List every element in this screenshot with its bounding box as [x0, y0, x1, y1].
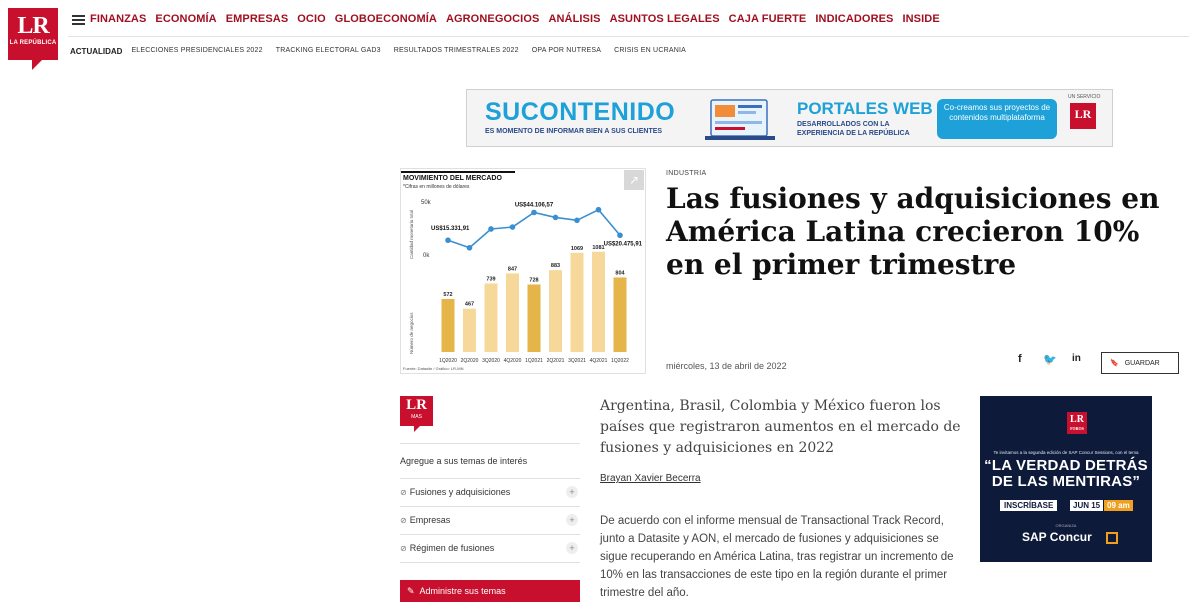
- add-topic-icon[interactable]: +: [566, 542, 578, 554]
- category-tick-label: 1Q2020: [439, 358, 457, 364]
- subnav-item[interactable]: CRISIS EN UCRANIA: [614, 47, 686, 54]
- logo-text: LR: [17, 13, 49, 39]
- article-date: miércoles, 13 de abril de 2022: [666, 361, 787, 371]
- category-tick-label: 1Q2022: [611, 358, 629, 364]
- facebook-icon[interactable]: f: [1018, 353, 1022, 365]
- category-tick-label: 2Q2021: [546, 358, 565, 364]
- nav-item[interactable]: ANÁLISIS: [548, 13, 601, 25]
- topic-item[interactable]: [400, 479, 580, 505]
- category-tick-label: 2Q2020: [460, 358, 479, 364]
- chart-bar: [485, 283, 498, 352]
- ad-date: JUN 15: [1070, 500, 1103, 511]
- article-author[interactable]: Brayan Xavier Becerra: [600, 473, 701, 484]
- banner-brand: SUCONTENIDO: [485, 98, 676, 126]
- line-value-label: US$15.331,91: [431, 226, 470, 233]
- line-axis-label: Cantidad monetaria total: [409, 209, 414, 259]
- chart-point: [510, 224, 516, 230]
- add-topic-icon[interactable]: +: [566, 514, 578, 526]
- line-tick-label: 0k: [423, 253, 430, 259]
- chart-line: [448, 210, 620, 248]
- category-tick-label: 3Q2020: [482, 358, 500, 364]
- expand-icon[interactable]: ↗: [624, 170, 644, 190]
- bar-value-label: 1081: [592, 244, 605, 251]
- ad-organiza: ORGANIZA: [1055, 523, 1077, 528]
- chart-bar: [592, 252, 605, 352]
- banner-portales: PORTALES WEB: [797, 99, 933, 118]
- chart-point: [467, 245, 473, 251]
- bar-value-label: 1069: [570, 245, 584, 252]
- subnav-item[interactable]: RESULTADOS TRIMESTRALES 2022: [393, 47, 519, 54]
- ad-headline: “LA VERDAD DETRÁS DE LAS MENTIRAS”: [984, 457, 1148, 490]
- article-body: De acuerdo con el informe mensual de Transactional Track Record, junto a Datasite y AON, el mercado de fusiones y adquisiciones se sigue recuperando en América Latina, tras registrar un incremento de 10% en las transacciones de este tipo en la región durante el primer trimestre del año.: [600, 515, 954, 599]
- ad-logo-sub: FOROS: [1070, 426, 1084, 431]
- banner-illustration: [701, 94, 781, 144]
- event-ad[interactable]: [980, 396, 1152, 562]
- article-image[interactable]: [400, 168, 646, 374]
- secondary-nav: [70, 47, 699, 56]
- chart-bar: [506, 273, 519, 352]
- mas-logo-text: LR: [406, 397, 427, 413]
- category-tick-label: 4Q2021: [589, 358, 608, 364]
- chart-point: [553, 215, 559, 221]
- banner-mini-logo: LR: [1070, 103, 1096, 129]
- nav-item[interactable]: EMPRESAS: [225, 13, 289, 25]
- ad-logo: [1067, 412, 1087, 434]
- nav-item[interactable]: OCIO: [297, 13, 326, 25]
- twitter-icon[interactable]: 🐦: [1043, 354, 1057, 366]
- linkedin-icon[interactable]: in: [1072, 353, 1081, 364]
- save-label: GUARDAR: [1124, 359, 1160, 367]
- ad-register-button[interactable]: INSCRÍBASE: [1000, 500, 1057, 511]
- chart-bar: [549, 270, 562, 352]
- pencil-icon: ✎: [407, 585, 415, 596]
- nav-item[interactable]: INDICADORES: [815, 13, 894, 25]
- category-tick-label: 1Q2021: [525, 358, 543, 364]
- nav-item[interactable]: GLOBOECONOMÍA: [334, 13, 437, 25]
- banner-service-label: UN SERVICIO: [1068, 94, 1101, 100]
- bar-value-label: 847: [507, 266, 518, 273]
- chart-bar: [571, 253, 584, 352]
- topic-item[interactable]: [400, 507, 580, 533]
- chart-bar: [463, 309, 476, 352]
- subnav-item[interactable]: ELECCIONES PRESIDENCIALES 2022: [131, 47, 263, 54]
- chart-subtitle: *Cifras en millones de dólares: [403, 184, 470, 190]
- line-value-label: US$20.475,91: [603, 241, 642, 248]
- sponsor-icon: [1106, 532, 1118, 544]
- banner-brand-sub: ES MOMENTO DE INFORMAR BIEN A SUS CLIENTES: [485, 128, 663, 135]
- subnav-lead: ACTUALIDAD: [70, 47, 123, 56]
- line-value-label: US$44.106,57: [514, 202, 554, 209]
- tag-icon: ⊘: [400, 515, 407, 525]
- chart-point: [488, 226, 494, 232]
- chart-bar: [614, 277, 627, 352]
- topic-label: Fusiones y adquisiciones: [409, 487, 511, 497]
- banner-portales-sub: DESARROLLADOS CON LA EXPERIENCIA DE LA REPÚBLICA: [797, 121, 910, 137]
- topics-title: Agregue a sus temas de interés: [400, 456, 528, 466]
- topic-item[interactable]: [400, 535, 580, 561]
- add-topic-icon[interactable]: +: [566, 486, 578, 498]
- bookmark-icon: 🔖: [1110, 360, 1119, 367]
- article-lead: Argentina, Brasil, Colombia y México fueron los países que registraron aumentos en el mercado de fusiones y adquisiciones en 2022: [600, 398, 961, 456]
- subnav-item[interactable]: OPA POR NUTRESA: [531, 47, 602, 54]
- manage-topics-button[interactable]: [400, 580, 580, 602]
- logo-subtext: LA REPÚBLICA: [9, 40, 57, 46]
- ad-intro: Te invitamos a la segunda edición de SAP Concur Sessions, con el tema: [993, 450, 1139, 455]
- chart-point: [596, 207, 602, 213]
- manage-topics-label: Administre sus temas: [419, 586, 506, 596]
- main-nav: [90, 13, 949, 25]
- nav-item[interactable]: AGRONEGOCIOS: [445, 13, 540, 25]
- chart-point: [574, 218, 580, 224]
- banner-cta[interactable]: Co-creamos sus proyectos de contenidos multiplataforma: [937, 99, 1057, 139]
- divider: [400, 562, 580, 563]
- bar-value-label: 883: [550, 263, 561, 270]
- menu-icon[interactable]: [72, 15, 85, 25]
- ad-banner[interactable]: [466, 89, 1113, 147]
- bar-value-label: 804: [615, 270, 625, 277]
- chart-point: [445, 237, 451, 243]
- topic-label: Empresas: [409, 515, 451, 525]
- bar-axis-label: Número de negocios: [409, 312, 414, 354]
- nav-item[interactable]: ECONOMÍA: [155, 13, 217, 25]
- save-button[interactable]: [1101, 352, 1179, 374]
- subnav-item[interactable]: TRACKING ELECTORAL GAD3: [275, 47, 381, 54]
- chart-point: [617, 232, 623, 238]
- bar-value-label: 739: [486, 276, 496, 283]
- chart-point: [531, 210, 537, 216]
- chart-bar: [528, 284, 541, 352]
- mas-logo-sub: MAS: [411, 414, 422, 420]
- bar-value-label: 728: [529, 277, 539, 284]
- market-chart: [401, 169, 646, 374]
- header-divider: [68, 36, 1189, 37]
- ad-logo-text: LR: [1070, 414, 1084, 425]
- tag-icon: ⊘: [400, 543, 407, 553]
- site-logo[interactable]: [8, 8, 58, 60]
- chart-bar: [442, 299, 455, 352]
- ad-sponsor: SAP Concur: [1022, 530, 1092, 544]
- nav-item[interactable]: FINANZAS: [90, 13, 147, 25]
- divider: [400, 443, 580, 444]
- category-tick-label: 3Q2021: [568, 358, 586, 364]
- tag-icon: ⊘: [400, 487, 407, 497]
- nav-item[interactable]: CAJA FUERTE: [728, 13, 807, 25]
- bar-value-label: 572: [443, 291, 453, 298]
- nav-item[interactable]: INSIDE: [902, 13, 940, 25]
- category-tick-label: 4Q2020: [503, 358, 522, 364]
- topic-label: Régimen de fusiones: [409, 543, 495, 553]
- ad-time: 09 am: [1104, 500, 1133, 511]
- lr-mas-logo[interactable]: [400, 396, 433, 426]
- chart-title: MOVIMIENTO DEL MERCADO: [403, 175, 502, 182]
- bar-value-label: 467: [464, 301, 475, 308]
- line-tick-label: 50k: [421, 200, 431, 206]
- chart-source: Fuente: Datasite / Gráfico: LR-MN: [403, 366, 464, 371]
- article-category[interactable]: INDUSTRIA: [666, 170, 707, 177]
- article-headline: Las fusiones y adquisiciones en América Latina crecieron 10% en el primer trimestre: [666, 182, 1160, 281]
- nav-item[interactable]: ASUNTOS LEGALES: [609, 13, 720, 25]
